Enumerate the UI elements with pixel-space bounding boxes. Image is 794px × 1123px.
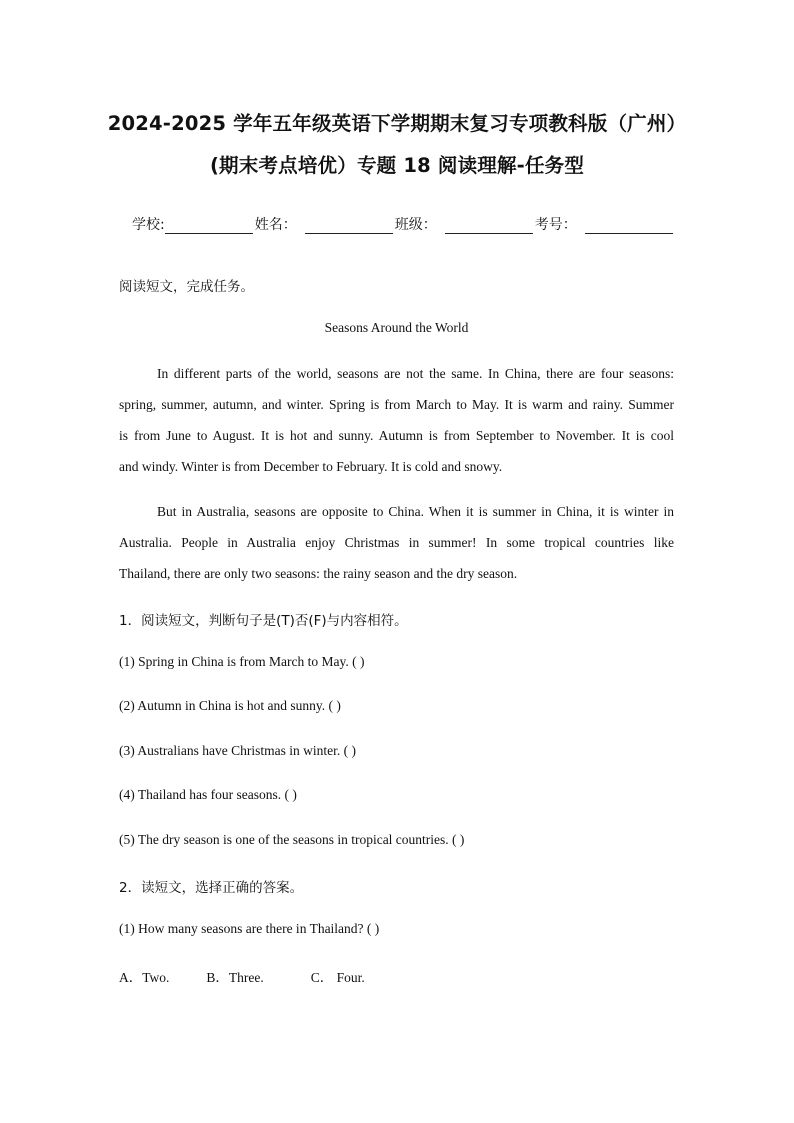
- option-a[interactable]: A．Two.: [119, 970, 170, 985]
- reading-instruction: 阅读短文，完成任务。: [119, 279, 254, 295]
- passage-title: Seasons Around the World: [324, 320, 469, 335]
- paragraph-line: But in Australia, seasons are opposite to China. When it is summer in China, it is winter in: [157, 504, 674, 519]
- student-info-row: [132, 214, 675, 234]
- option-b[interactable]: B．Three.: [206, 970, 264, 985]
- exam-number-blank[interactable]: [585, 219, 673, 234]
- passage-paragraph-2: [119, 502, 674, 595]
- exam-number-label: 考号：: [534, 217, 577, 233]
- school-blank[interactable]: [165, 219, 253, 234]
- paragraph-line: is from June to August. It is hot and sunny. Autumn is from September to November. It is cool: [119, 428, 674, 443]
- paragraph-line: In different parts of the world, seasons are not the same. In China, there are four seasons:: [157, 366, 674, 381]
- task1-item-5: (5) The dry season is one of the seasons in tropical countries. ( ): [119, 832, 465, 847]
- paragraph-line: spring, summer, autumn, and winter. Spring is from March to May. It is warm and rainy. Summer: [119, 397, 674, 412]
- passage-paragraph-1: [119, 364, 674, 488]
- document-title-line2: (期末考点培优）专题 18 阅读理解-任务型: [209, 154, 585, 177]
- paragraph-line: Australia. People in Australia enjoy Christmas in summer! In some tropical countries like: [119, 535, 674, 550]
- document-title-line1: 2024-2025 学年五年级英语下学期期末复习专项教科版（广州）: [107, 112, 687, 135]
- paragraph-line: and windy. Winter is from December to February. It is cold and snowy.: [119, 459, 503, 474]
- option-c[interactable]: C． Four.: [310, 970, 365, 985]
- task1-item-3: (3) Australians have Christmas in winter. ( ): [119, 743, 356, 758]
- task1-item-1: (1) Spring in China is from March to May. ( ): [119, 654, 365, 669]
- task1-item-2: (2) Autumn in China is hot and sunny. ( ): [119, 698, 341, 713]
- school-label: 学校:: [132, 217, 165, 233]
- task1-heading: 1．阅读短文，判断句子是(T)否(F)与内容相符。: [119, 613, 408, 629]
- name-blank[interactable]: [305, 219, 393, 234]
- paragraph-line: Thailand, there are only two seasons: the rainy season and the dry season.: [119, 566, 518, 581]
- task2-options: [119, 966, 365, 986]
- task2-question-1: (1) How many seasons are there in Thailand? ( ): [119, 921, 380, 936]
- class-label: 班级：: [394, 217, 437, 233]
- task1-item-4: (4) Thailand has four seasons. ( ): [119, 787, 297, 802]
- class-blank[interactable]: [445, 219, 533, 234]
- task2-heading: 2．读短文，选择正确的答案。: [119, 880, 304, 896]
- name-label: 姓名：: [254, 217, 297, 233]
